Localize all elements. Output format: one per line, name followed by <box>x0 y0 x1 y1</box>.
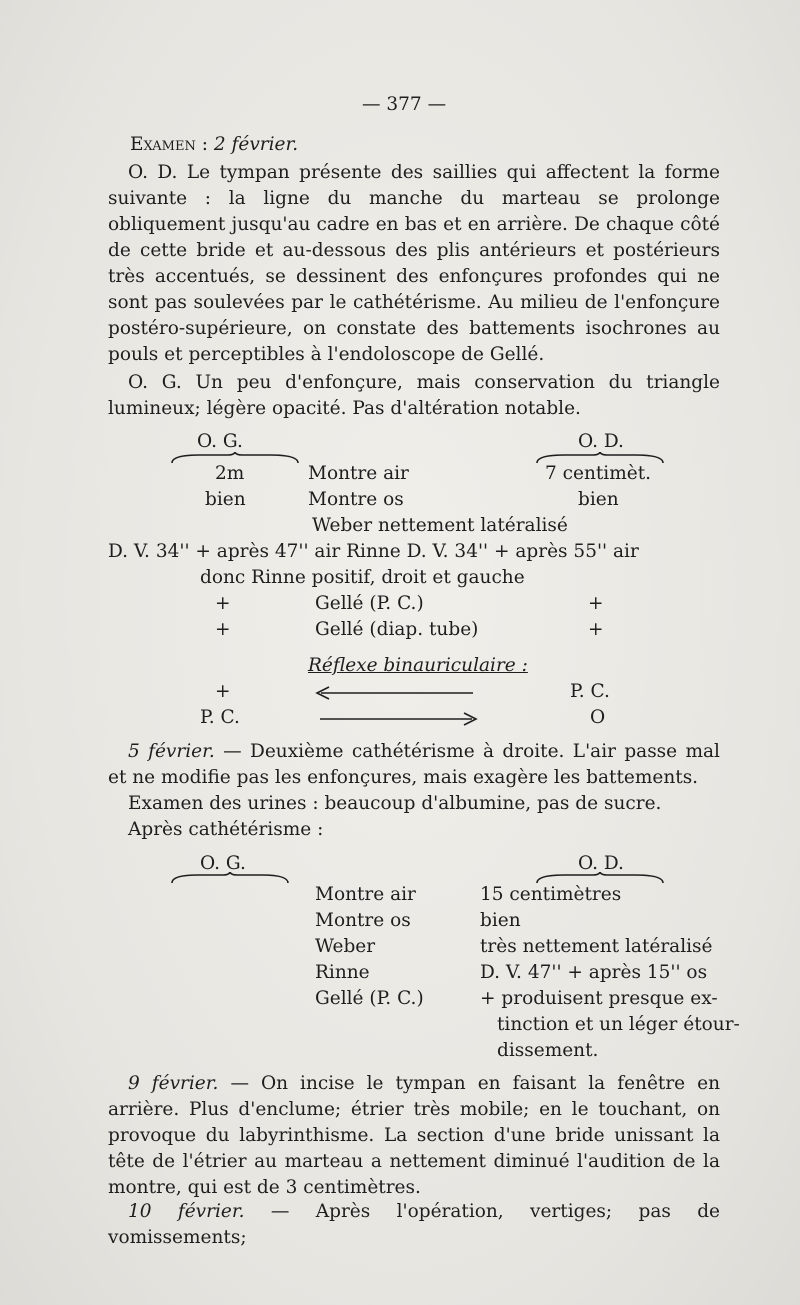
feb10-date: 10 février. <box>128 1201 245 1222</box>
page-number: — 377 — <box>362 94 447 115</box>
t1-g1-right: + <box>588 593 604 614</box>
apres-line: Après cathétérisme : <box>128 819 324 840</box>
arrow-right-icon <box>318 712 478 726</box>
t2-right-3: très nettement latéralisé <box>480 936 713 957</box>
t2-og-brace <box>170 872 290 886</box>
og-paragraph <box>108 370 720 422</box>
exam-label: Examen <box>130 134 196 155</box>
t1-g1-left: + <box>215 593 231 614</box>
t1-weber: Weber nettement latéralisé <box>312 515 568 536</box>
t2-mid-5: Gellé (P. C.) <box>315 988 424 1009</box>
od-paragraph <box>108 160 720 368</box>
t1-og-head: O. G. <box>197 431 243 452</box>
t1-od-head: O. D. <box>578 431 624 452</box>
t1-r1-left: 2m <box>215 463 245 484</box>
t1-g1-mid: Gellé (P. C.) <box>315 593 424 614</box>
t1-g2-right: + <box>588 619 604 640</box>
t1-r2-left: bien <box>205 489 246 510</box>
t1-r1-mid: Montre air <box>308 463 409 484</box>
feb5-paragraph <box>108 739 720 791</box>
t1-dv-line: D. V. 34'' + après 47'' air Rinne D. V. 34'' + après 55'' air <box>108 541 639 562</box>
feb9-date: 9 février. <box>128 1073 219 1094</box>
exam-sep: : <box>195 134 214 155</box>
t2-right-2: bien <box>480 910 521 931</box>
feb5-line <box>108 739 720 791</box>
t1-rinne: donc Rinne positif, droit et gauche <box>200 567 525 588</box>
feb5-date: 5 février. <box>128 741 215 762</box>
t1-reflexe: Réflexe binauriculaire : <box>308 655 528 676</box>
feb9-line <box>108 1071 720 1201</box>
t1-rx1-right: P. C. <box>570 681 610 702</box>
feb10-line <box>108 1199 720 1251</box>
t2-mid-1: Montre air <box>315 884 416 905</box>
t2-right-4: D. V. 47'' + après 15'' os <box>480 962 708 983</box>
t1-rx1-left: + <box>215 681 231 702</box>
feb9-text: — On incise le tympan en faisant la fenêtre en arrière. Plus d'enclume; étrier très mobile; en le touchant, on provoque du labyrinthisme. La section d'une bride unissant la tête de l'étrier au marteau a nettement diminué l'audition de la montre, qui est de 3 centimètres. <box>108 1073 720 1198</box>
t1-rx2-left: P. C. <box>200 707 240 728</box>
t1-rx2-right: O <box>590 707 606 728</box>
t2-od-head: O. D. <box>578 853 624 874</box>
urines-line: Examen des urines : beaucoup d'albumine, pas de sucre. <box>128 793 662 814</box>
t2-right-5: + produisent presque ex- <box>480 988 718 1009</box>
exam-heading <box>130 134 298 156</box>
t2-right-6: tinction et un léger étour- <box>497 1014 740 1035</box>
t2-mid-3: Weber <box>315 936 376 957</box>
t1-r2-mid: Montre os <box>308 489 404 510</box>
t1-g2-mid: Gellé (diap. tube) <box>315 619 479 640</box>
arrow-left-icon <box>315 686 475 700</box>
exam-date: 2 février. <box>213 134 299 155</box>
t2-mid-4: Rinne <box>315 962 370 983</box>
t2-right-1: 15 centimètres <box>480 884 622 905</box>
t1-r1-right: 7 centimèt. <box>545 463 652 484</box>
feb10-paragraph <box>108 1199 720 1251</box>
t1-r2-right: bien <box>578 489 619 510</box>
feb9-paragraph <box>108 1071 720 1201</box>
od-text: O. D. Le tympan présente des saillies qui affectent la forme suivante : la ligne du manche du marteau se prolonge obliquement jusqu'au cadre en bas et en arrière. De chaque côté de cette bride et au-dessous des plis antérieurs et postérieurs très accentués, se dessinent des enfonçures profondes qui ne sont pas soulevées par le cathétérisme. Au milieu de l'enfonçure postéro-supérieure, on constate des battements isochrones au pouls et perceptibles à l'endoloscope de Gellé. <box>108 162 720 365</box>
t2-og-head: O. G. <box>200 853 246 874</box>
t2-right-7: dissement. <box>497 1040 599 1061</box>
t2-mid-2: Montre os <box>315 910 411 931</box>
og-text: O. G. Un peu d'enfonçure, mais conservation du triangle lumineux; légère opacité. Pas d'altération notable. <box>108 372 720 419</box>
feb5-text: — Deuxième cathétérisme à droite. L'air passe mal et ne modifie pas les enfonçures, mais exagère les battements. <box>108 741 720 788</box>
t1-g2-left: + <box>215 619 231 640</box>
feb10-text: — Après l'opération, vertiges; pas de vomissements; <box>108 1201 720 1248</box>
